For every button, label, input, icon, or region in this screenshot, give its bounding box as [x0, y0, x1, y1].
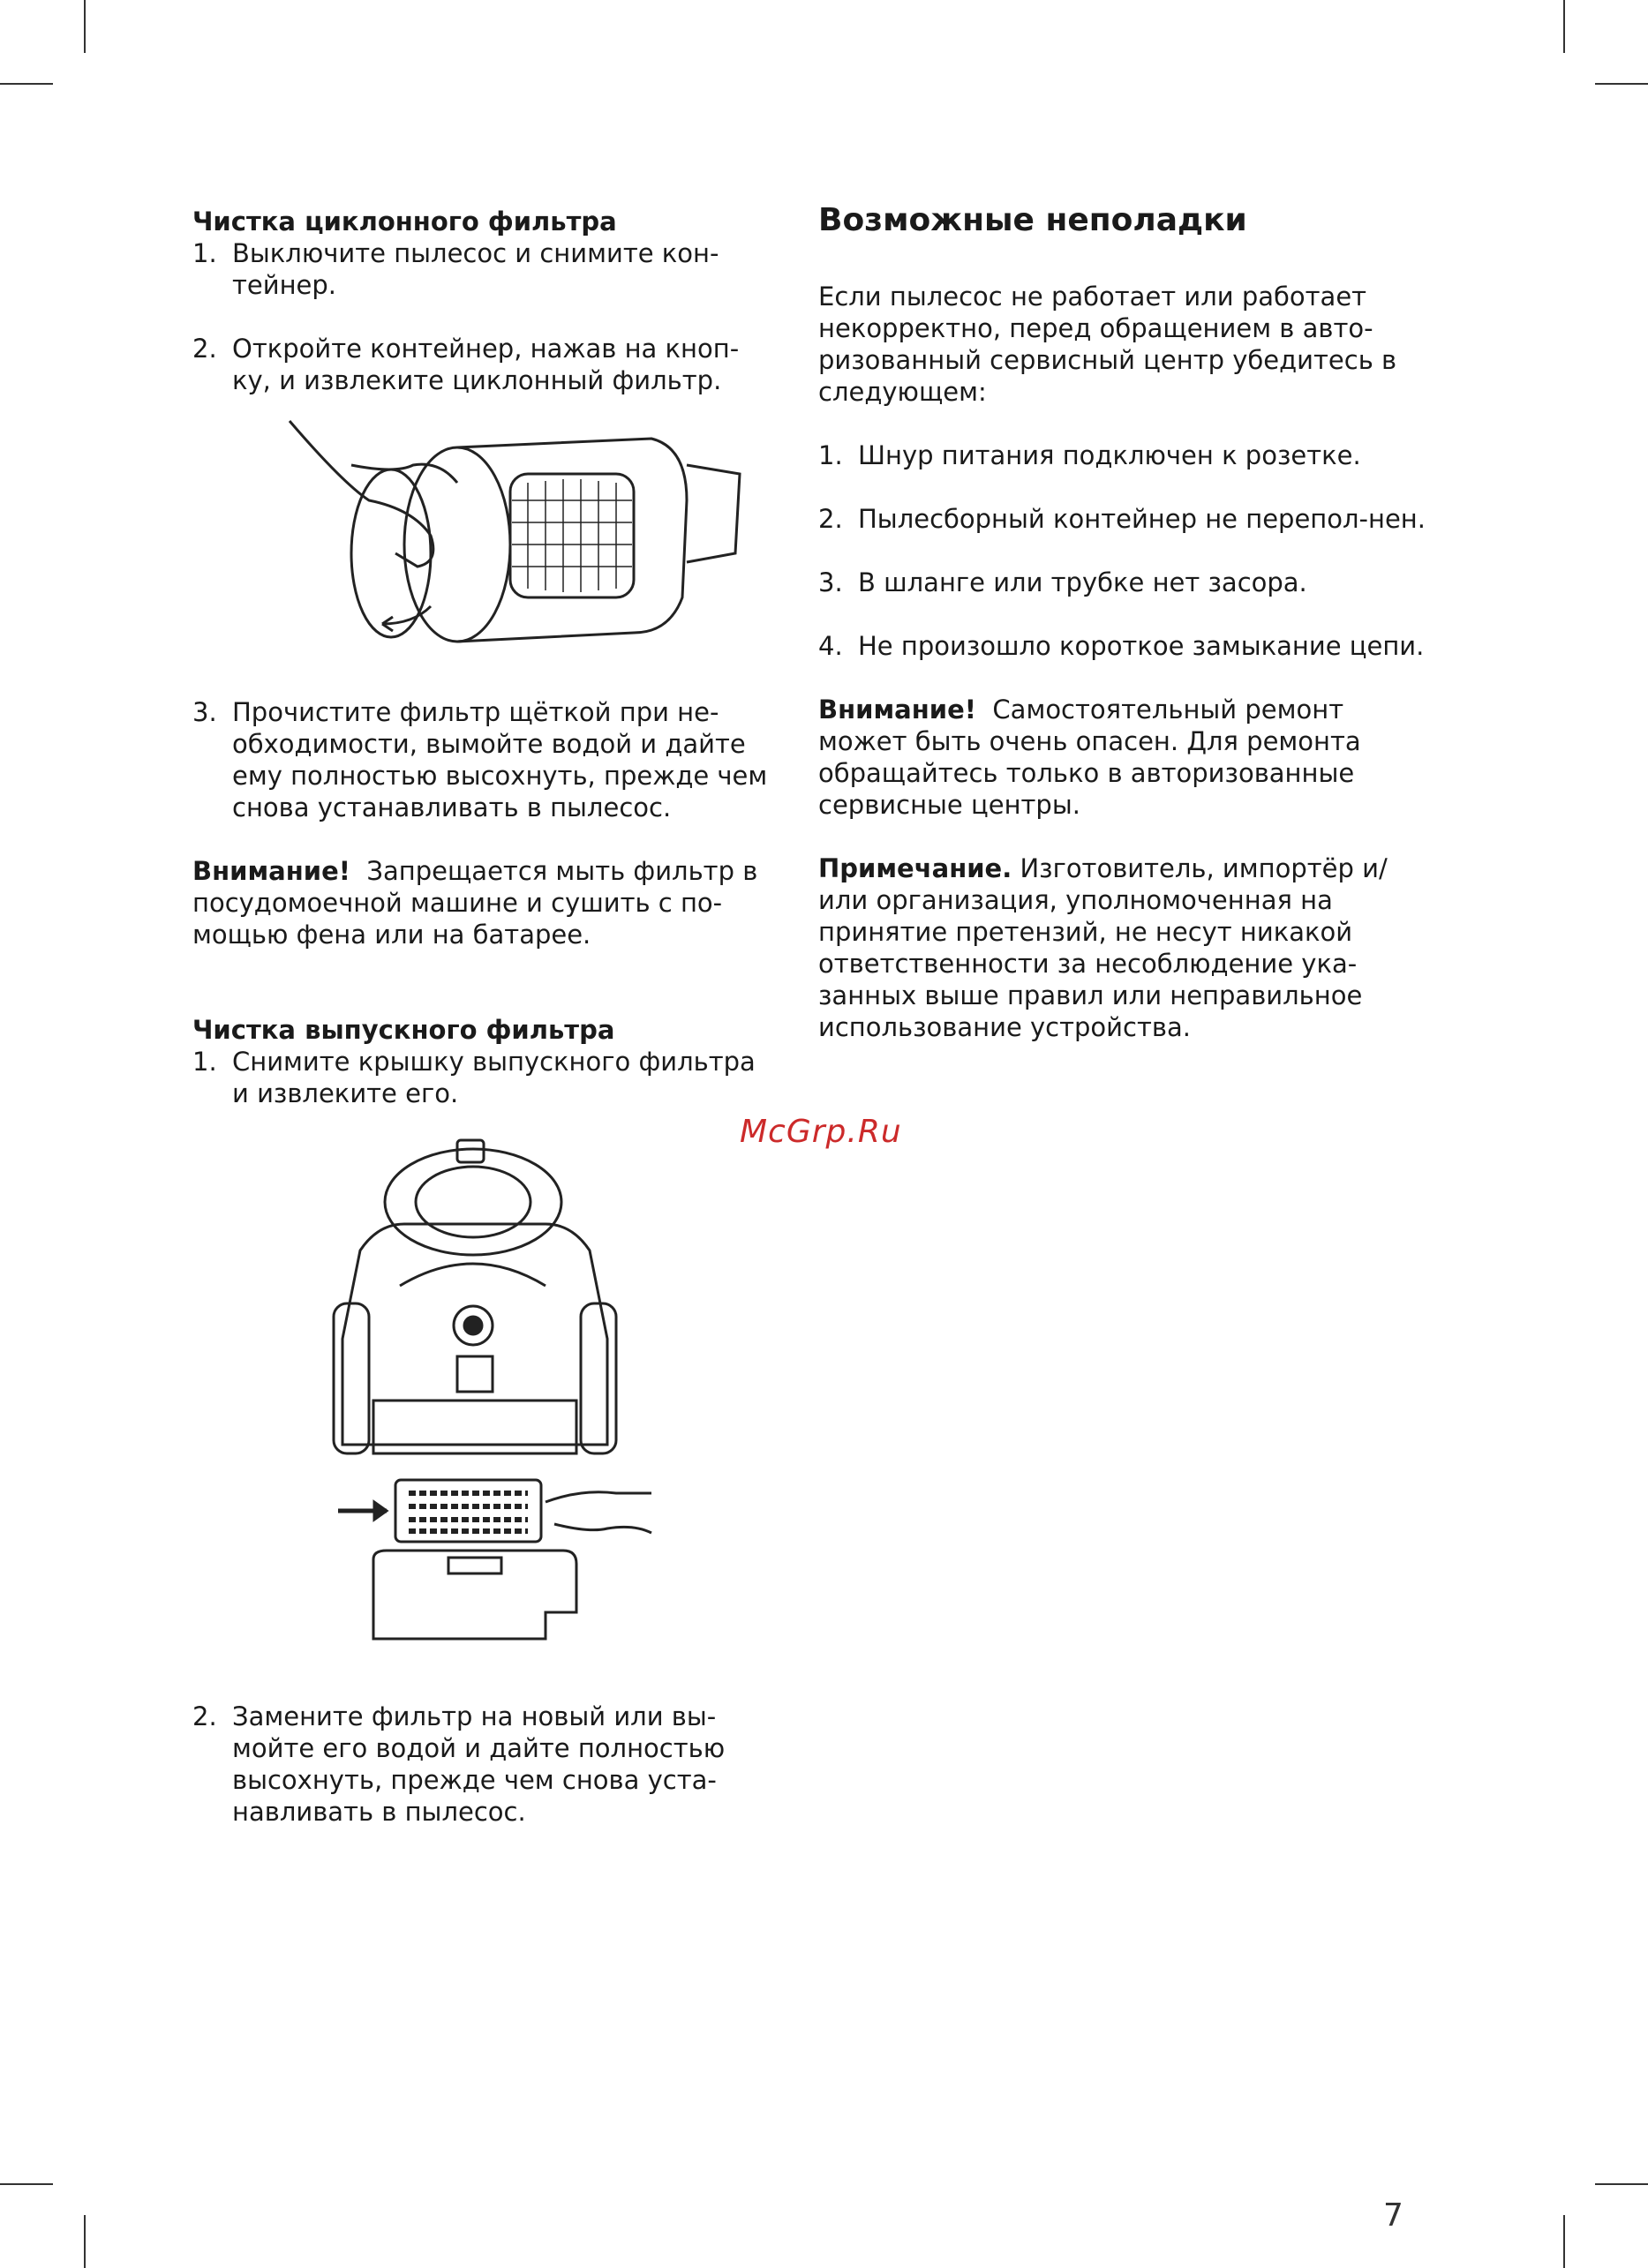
list-item: 4. Не произошло короткое замыкание цепи.	[818, 631, 1425, 661]
crop-mark	[84, 0, 86, 53]
troubleshooting-checks	[818, 439, 1427, 662]
troubleshooting-title: Возможные неполадки	[818, 202, 1247, 238]
crop-mark	[1563, 0, 1565, 53]
left-column	[192, 206, 775, 1828]
list-item: 1. Снимите крышку выпускного фильтра и извлеките его.	[192, 1047, 756, 1108]
right-column	[818, 201, 1427, 1043]
crop-mark	[0, 2183, 53, 2185]
crop-mark	[1595, 2183, 1648, 2185]
troubleshooting-intro: Если пылесос не работает или работает некорректно, перед обращением в авто-ризованный сервисный центр убедитесь в следующем:	[818, 282, 1397, 407]
exhaust-steps-cont	[192, 1701, 775, 1828]
cyclone-steps-cont	[192, 696, 775, 823]
cyclone-steps	[192, 237, 775, 396]
note-paragraph: Примечание. Изготовитель, импортёр и/или организация, уполномоченная на принятие претензий, не несут никакой ответственности за несоблюдение ука-занных выше правил или неправильное использование устройства.	[818, 853, 1388, 1042]
crop-mark	[1595, 83, 1648, 85]
list-item: 2. Замените фильтр на новый или вы-мойте его водой и дайте полностью высохнуть, прежде чем снова уста-навливать в пылесос.	[192, 1701, 726, 1827]
warning-paragraph: Внимание! Запрещается мыть фильтр в посудомоечной машине и сушить с по-мощью фена или на батарее.	[192, 856, 758, 950]
crop-mark	[84, 2215, 86, 2268]
list-item: 1. Выключите пылесос и снимите кон-тейнер.	[192, 238, 719, 300]
exhaust-steps	[192, 1046, 775, 1109]
list-item: 2. Пылесборный контейнер не перепол-нен.	[818, 504, 1426, 534]
list-item: 3. В шланге или трубке нет засора.	[818, 567, 1307, 597]
watermark: McGrp.Ru	[740, 1114, 902, 1150]
list-item: 1. Шнур питания подключен к розетке.	[818, 440, 1361, 470]
cyclone-filter-illustration	[192, 412, 775, 668]
list-item: 2. Откройте контейнер, нажав на кноп-ку, и извлеките циклонный фильтр.	[192, 334, 740, 395]
exhaust-filter-illustration	[192, 1136, 775, 1665]
list-item: 3. Прочистите фильтр щёткой при не-обходимости, вымойте водой и дайте ему полностью высохнуть, прежде чем снова устанавливать в пылесос.	[192, 697, 768, 822]
warning-paragraph: Внимание! Самостоятельный ремонт может быть очень опасен. Для ремонта обращайтесь только в авторизованные сервисные центры.	[818, 695, 1361, 820]
section-title-cyclone-filter: Чистка циклонного фильтра	[192, 207, 617, 237]
crop-mark	[0, 83, 53, 85]
section-title-exhaust-filter: Чистка выпускного фильтра	[192, 1015, 615, 1045]
crop-mark	[1563, 2215, 1565, 2268]
page-number: 7	[1383, 2197, 1403, 2234]
